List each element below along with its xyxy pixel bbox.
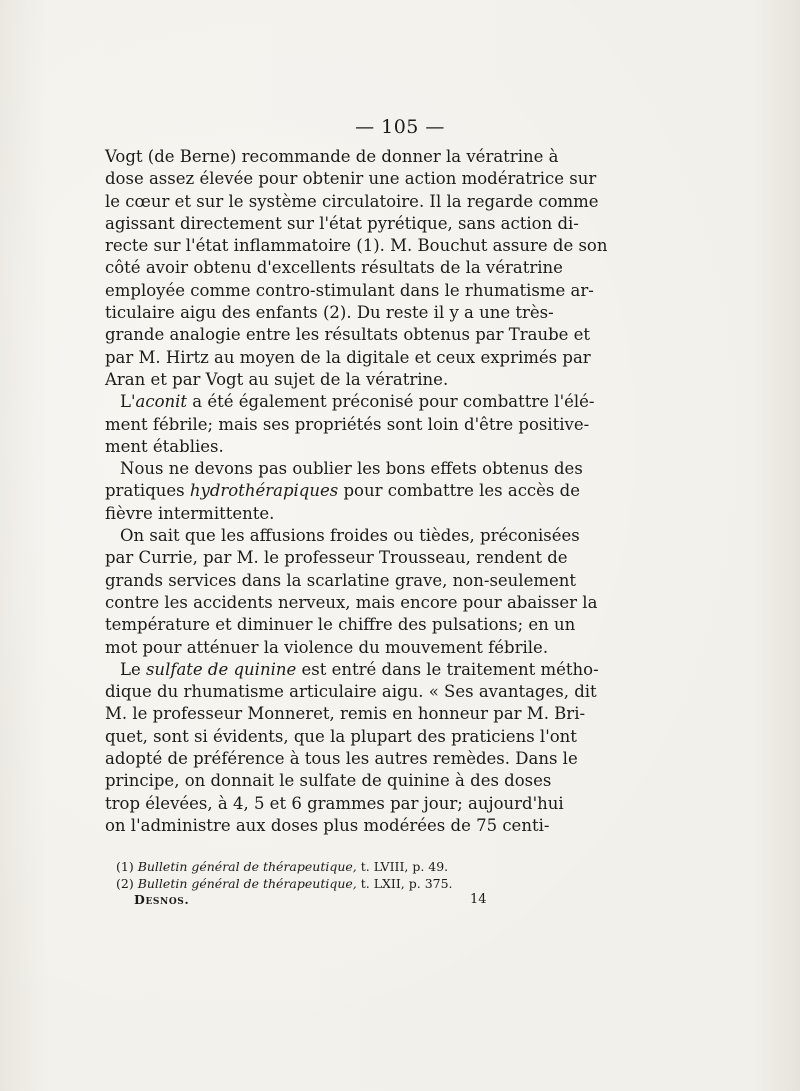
text-run: mot pour atténuer la violence du mouvement fébrile. [105,637,549,657]
text-line [105,503,530,525]
text-run: pratiques [105,481,190,501]
text-line [105,637,549,659]
signature-mark: Desnos. [134,892,190,907]
text-line [105,726,577,748]
text-run: grande analogie entre les résultats obtenus par Traube et [105,325,591,345]
text-run: fièvre intermittente. [105,503,275,523]
text-line [105,369,530,391]
text-run: quet, sont si évidents, que la plupart des praticiens l'ont [105,726,577,746]
text-line [105,324,591,346]
footnote [116,875,516,892]
footnote-reference: t. LXII, p. 375. [356,876,453,891]
text-line [105,703,586,725]
text-line [105,168,597,190]
italic-term: sulfate de quinine [145,659,297,679]
text-run: employée comme contro-stimulant dans le rhumatisme ar- [105,280,594,300]
text-line [105,302,554,324]
text-run: côté avoir obtenu d'excellents résultats de la vératrine [105,258,563,278]
footnote-title: Bulletin général de thérapeutique, [137,876,357,891]
text-line [105,815,550,837]
footnote-number: (1) [116,859,138,874]
text-run: contre les accidents nerveux, mais encore pour abaisser la [105,592,598,612]
text-line [105,391,595,413]
text-line [105,547,568,569]
text-line [105,659,599,681]
text-line [105,525,580,547]
text-line [105,614,576,636]
text-line [105,191,599,213]
body-text [105,146,608,837]
italic-term: hydrothérapiques [189,481,339,501]
text-run: on l'administre aux doses plus modérées de 75 centi- [105,815,550,835]
text-line [105,146,559,168]
text-line [105,592,598,614]
text-line [105,748,578,770]
text-line [105,414,590,436]
text-run: dique du rhumatisme articulaire aigu. « Ses avantages, dit [105,682,597,702]
text-line [105,458,583,480]
text-run: recte sur l'état inflammatoire (1). M. Bouchut assure de son [105,236,608,256]
footnote-number: (2) [116,876,138,891]
text-run: Le [120,659,146,679]
footnote [116,858,516,875]
text-line [105,480,580,502]
signature-number: 14 [470,892,487,907]
text-run: ticulaire aigu des enfants (2). Du reste il y a une très- [105,303,554,323]
text-run: On sait que les affusions froides ou tièdes, préconisées [120,526,580,546]
footnote-title: Bulletin général de thérapeutique, [137,859,357,874]
text-run: Nous ne devons pas oublier les bons effets obtenus des [120,459,583,479]
text-run: dose assez élevée pour obtenir une action modératrice sur [105,169,597,189]
text-run: par M. Hirtz au moyen de la digitale et ceux exprimés par [105,347,591,367]
text-run: a été également préconisé pour combattre l'élé- [187,392,595,412]
text-run: Aran et par Vogt au sujet de la vératrine. [105,369,449,389]
footnotes [116,858,516,892]
text-line [105,347,591,369]
text-line [105,793,564,815]
text-line [105,213,579,235]
text-line [105,770,552,792]
text-line [105,280,594,302]
italic-term: aconit [135,392,188,412]
text-line [105,235,608,257]
text-run: ment établies. [105,436,224,456]
text-line [105,570,577,592]
page-number: — 105 — [355,116,445,138]
text-run: L' [120,392,136,412]
text-run: grands services dans la scarlatine grave, non-seulement [105,570,577,590]
text-run: le cœur et sur le système circulatoire. Il la regarde comme [105,191,599,211]
text-run: par Currie, par M. le professeur Trousseau, rendent de [105,548,568,568]
text-run: pour combattre les accès de [338,481,580,501]
text-run: trop élevées, à 4, 5 et 6 grammes par jour; aujourd'hui [105,793,564,813]
text-line [105,257,563,279]
text-run: est entré dans le traitement métho- [296,659,599,679]
text-run: Vogt (de Berne) recommande de donner la vératrine à [105,147,559,166]
footnote-reference: t. LVIII, p. 49. [356,859,449,874]
text-run: ment fébrile; mais ses propriétés sont loin d'être positive- [105,414,590,434]
text-run: adopté de préférence à tous les autres remèdes. Dans le [105,749,578,769]
text-line [105,681,597,703]
text-run: principe, on donnait le sulfate de quinine à des doses [105,771,552,791]
text-run: agissant directement sur l'état pyrétique, sans action di- [105,213,579,233]
text-line [105,436,530,458]
text-run: M. le professeur Monneret, remis en honneur par M. Bri- [105,704,586,724]
text-run: température et diminuer le chiffre des pulsations; en un [105,615,576,635]
